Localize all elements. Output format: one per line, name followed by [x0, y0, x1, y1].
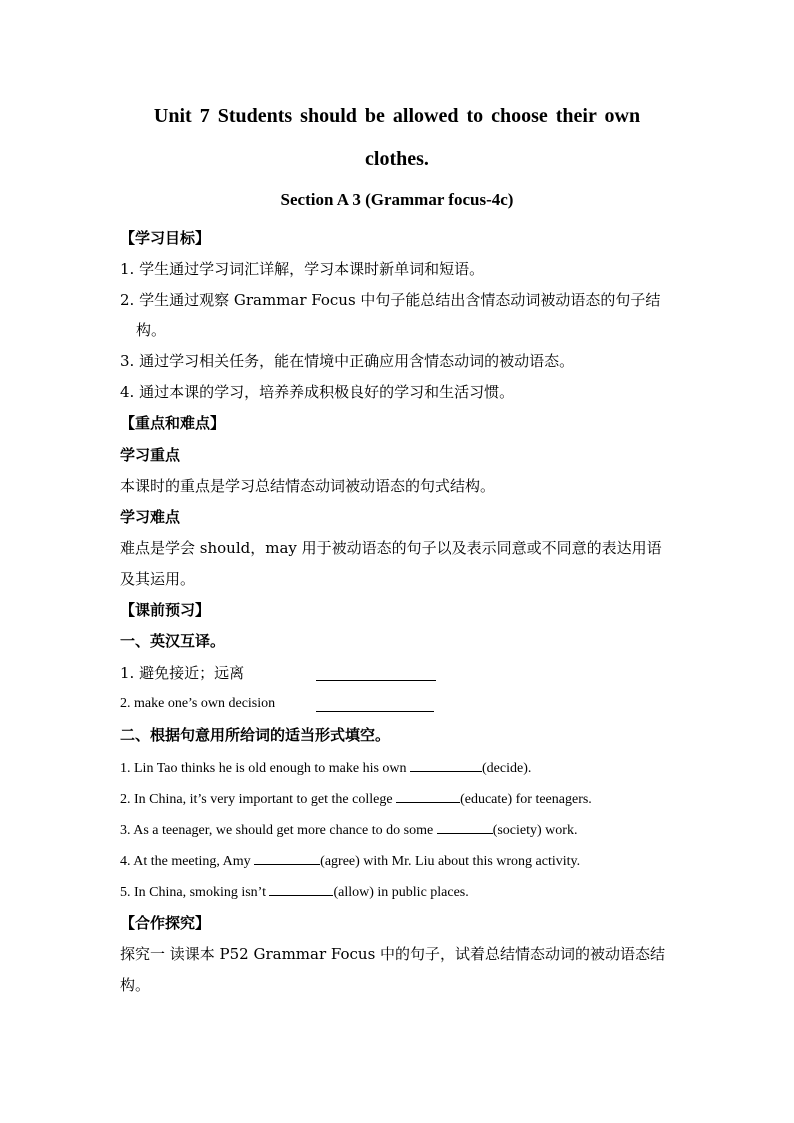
- key-points-heading: 【重点和难点】: [120, 414, 226, 432]
- difficulty-label: 学习难点: [120, 508, 181, 526]
- objective-item-2: 2. 学生通过观察 Grammar Focus 中句子能总结出含情态动词被动语态的句子结: [120, 291, 661, 309]
- fill-in-item-3-after: (society) work.: [492, 823, 578, 838]
- answer-blank[interactable]: [269, 881, 333, 896]
- answer-blank[interactable]: [396, 788, 460, 803]
- fill-in-item-4-after: (agree) with Mr. Liu about this wrong activity.: [320, 854, 581, 869]
- document-title-line2: clothes.: [365, 148, 429, 170]
- translation-item-2: [120, 693, 680, 715]
- objectives-heading: 【学习目标】: [120, 229, 211, 247]
- answer-blank[interactable]: [410, 757, 482, 772]
- fill-in-item-3-before: 3. As a teenager, we should get more chance to do some: [120, 823, 437, 838]
- fill-in-item-5-after: (allow) in public places.: [333, 885, 469, 900]
- answer-blank[interactable]: [316, 666, 436, 681]
- cooperate-text-line1: 探究一 读课本 P52 Grammar Focus 中的句子，试着总结情态动词的被动语态结: [120, 945, 666, 963]
- fill-in-item-1-after: (decide).: [482, 761, 532, 776]
- cooperate-text-line2: 构。: [120, 976, 151, 994]
- translation-heading: 一、英汉互译。: [120, 632, 226, 650]
- document-title-line1: Unit 7 Students should be allowed to choose their own: [153, 105, 641, 127]
- translation-item-1: [120, 662, 680, 684]
- section-subtitle: Section A 3 (Grammar focus-4c): [280, 190, 514, 209]
- difficulty-text-line2: 及其运用。: [120, 570, 196, 588]
- translation-item-2-text: 2. make one’s own decision: [120, 696, 276, 711]
- fill-in-item-2-after: (educate) for teenagers.: [460, 792, 592, 807]
- answer-blank[interactable]: [316, 697, 434, 712]
- preview-heading: 【课前预习】: [120, 601, 211, 619]
- fill-in-item-5-before: 5. In China, smoking isn’t: [120, 885, 270, 900]
- cooperate-heading: 【合作探究】: [120, 914, 211, 932]
- translation-item-1-text: 1. 避免接近；远离: [120, 664, 245, 682]
- fill-in-item-4: [120, 850, 680, 873]
- answer-blank[interactable]: [254, 850, 320, 865]
- fill-in-item-2: [120, 788, 680, 811]
- focus-label: 学习重点: [120, 446, 181, 464]
- fill-in-item-1-before: 1. Lin Tao thinks he is old enough to make his own: [120, 761, 411, 776]
- objective-item-1: 1. 学生通过学习词汇详解，学习本课时新单词和短语。: [120, 260, 485, 278]
- fill-in-heading: 二、根据句意用所给词的适当形式填空。: [120, 726, 391, 744]
- focus-text: 本课时的重点是学习总结情态动词被动语态的句式结构。: [120, 477, 496, 495]
- fill-in-item-1: [120, 757, 680, 780]
- objective-item-2-continued: 构。: [136, 321, 167, 339]
- objective-item-4: 4. 通过本课的学习，培养养成积极良好的学习和生活习惯。: [120, 383, 515, 401]
- objective-item-3: 3. 通过学习相关任务，能在情境中正确应用含情态动词的被动语态。: [120, 352, 575, 370]
- fill-in-item-5: [120, 881, 680, 904]
- fill-in-item-3: [120, 819, 680, 842]
- difficulty-text-line1: 难点是学会 should，may 用于被动语态的句子以及表示同意或不同意的表达用语: [120, 539, 662, 557]
- fill-in-item-4-before: 4. At the meeting, Amy: [120, 854, 255, 869]
- answer-blank[interactable]: [437, 819, 493, 834]
- fill-in-item-2-before: 2. In China, it’s very important to get the college: [120, 792, 397, 807]
